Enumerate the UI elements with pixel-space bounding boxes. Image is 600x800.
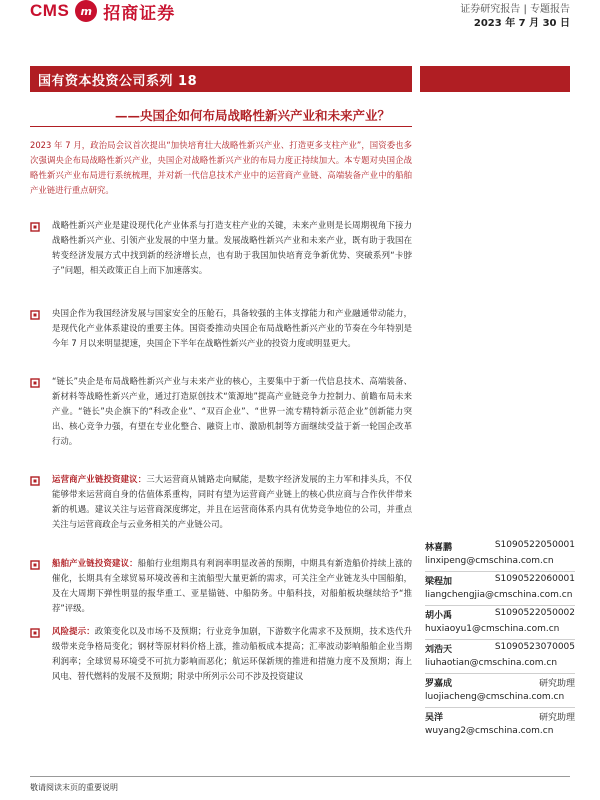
analyst-email[interactable]: liuhaotian@cmschina.com.cn bbox=[425, 658, 558, 668]
analyst-divider bbox=[425, 707, 575, 708]
key-point-text bbox=[52, 556, 412, 616]
red-square-bullet-icon bbox=[30, 378, 40, 388]
analyst-email[interactable]: wuyang2@cmschina.com.cn bbox=[425, 726, 554, 736]
report-type: 证券研究报告 | 专题报告 bbox=[460, 4, 570, 15]
analyst-divider bbox=[425, 673, 575, 674]
title-bar-accent bbox=[420, 66, 570, 92]
key-point-text: “链长”央企是布局战略性新兴产业与未来产业的核心，主要集中于新一代信息技术、高端装备、新材料等战略性新兴产业，通过打造原创技术“策源地”提高产业链竞争力控制力、前瞻布局未来产业。“链长”央企旗下的“科改企业”、“双百企业”、“世界一流专精特新示范企业”创新能力突出、核心竞争力强，有望在专业化整合、融资上市、激励机制等方面继续受益于新一轮国企改革行动。 bbox=[52, 376, 412, 446]
risk-body: 政策变化以及市场不及预期；行业竞争加剧，下游数字化需求不及预期，技术迭代升级带来竞争格局变化；钢材等原材料价格上涨，推动船板成本提高；汇率波动影响船舶企业当期利润率；全球贸易环境受不可抗力影响而恶化；航运环保新规的推进和措施力度不及预期；海上风电、替代燃料的发展不及预期；附录中所列示公司不涉及投资建议 bbox=[52, 626, 413, 681]
analyst-id: S1090522060001 bbox=[494, 574, 575, 584]
analyst-name: 吴洋 bbox=[425, 713, 444, 723]
analyst-id: 研究助理 bbox=[538, 679, 575, 689]
analyst-id: S1090522050002 bbox=[494, 608, 575, 618]
risk-heading: 风险提示： bbox=[52, 626, 95, 636]
analyst-name: 罗嘉成 bbox=[425, 679, 453, 689]
analyst-name: 梁程加 bbox=[425, 577, 453, 587]
footer-note: 敬请阅读末页的重要说明 bbox=[30, 783, 118, 792]
key-point-text: 央国企作为我国经济发展与国家安全的压舱石，具备较强的主体支撑能力和产业融通带动能力，是现代化产业体系建设的重要主体。国资委推动央国企布局战略性新兴产业的节奏在今年特别是今年 7 月以来明显提速，央国企下半年在战略性新兴产业的投资力度或明显更大。 bbox=[52, 308, 412, 348]
logo-company-name: 招商证券 bbox=[103, 3, 176, 24]
analyst-divider bbox=[425, 571, 575, 572]
analyst-divider bbox=[425, 605, 575, 606]
report-date: 2023 年 7 月 30 日 bbox=[473, 18, 570, 29]
logo-cms-text: CMS bbox=[30, 1, 70, 20]
analyst-name: 刘浩天 bbox=[425, 645, 453, 655]
key-point-heading: 运营商产业链投资建议： bbox=[52, 474, 147, 484]
summary-paragraph: 2023 年 7 月，政治局会议首次提出“加快培育壮大战略性新兴产业、打造更多支柱产业”，国资委也多次强调央企布局战略性新兴产业，央国企对战略性新兴产业的布局力度正持续加大。本专题对央国企战略性新兴产业布局进行系统梳理，并对新一代信息技术产业中的运营商产业链、高端装备产业中的船舶产业链进行重点研究。 bbox=[30, 140, 412, 195]
footer-divider bbox=[30, 776, 570, 777]
analyst-email[interactable]: luojiacheng@cmschina.com.cn bbox=[425, 692, 565, 702]
analyst-name: 林喜鹏 bbox=[425, 543, 453, 553]
analyst-email[interactable]: linxipeng@cmschina.com.cn bbox=[425, 556, 554, 566]
key-point-text bbox=[52, 624, 412, 684]
key-point-text bbox=[52, 472, 412, 532]
cms-logo bbox=[30, 0, 175, 22]
analyst-id: S1090523070005 bbox=[494, 642, 575, 652]
subtitle-divider bbox=[30, 126, 412, 127]
analyst-divider bbox=[425, 639, 575, 640]
analyst-email[interactable]: liangchengjia@cmschina.com.cn bbox=[425, 590, 573, 600]
red-square-bullet-icon bbox=[30, 560, 40, 570]
red-square-bullet-icon bbox=[30, 628, 40, 638]
analyst-id: S1090522050001 bbox=[494, 540, 575, 550]
report-title-bar bbox=[30, 66, 412, 92]
key-point-text: 战略性新兴产业是建设现代化产业体系与打造支柱产业的关键，未来产业则是长周期视角下接力战略性新兴产业、引领产业发展的中坚力量。发展战略性新兴产业和未来产业，既有助于我国在转变经济发展方式中找到新的经济增长点，也有助于我国加快培育竞争新优势、突破系列“卡脖子”问题，相关政策正自上而下加速落实。 bbox=[52, 220, 412, 275]
report-subtitle: ——央国企如何布局战略性新兴产业和未来产业？ bbox=[114, 108, 390, 123]
analyst-id: 研究助理 bbox=[538, 713, 575, 723]
analyst-name: 胡小禹 bbox=[425, 611, 453, 621]
analyst-email[interactable]: huxiaoyu1@cmschina.com.cn bbox=[425, 624, 560, 634]
key-point-heading: 船舶产业链投资建议： bbox=[52, 558, 138, 568]
report-title: 国有资本投资公司系列 18 bbox=[38, 73, 198, 89]
red-square-bullet-icon bbox=[30, 310, 40, 320]
key-point-body: 船舶行业组期具有利润率明显改善的预期，中期具有新造船价持续上涨的催化，长期具有全球贸易环境改善和主流船型大量更新的需求，可关注全产业链龙头中国船舶，及在大周期下弹性明显的报华重工、亚星锚链、中船防务。中船科技，对船舶板块继续给予“推荐”评级。 bbox=[52, 558, 413, 613]
red-square-bullet-icon bbox=[30, 222, 40, 232]
logo-mark-icon: m bbox=[75, 0, 97, 22]
red-square-bullet-icon bbox=[30, 476, 40, 486]
key-point-body: 三大运营商从铺路走向赋能，是数字经济发展的主力军和排头兵，不仅能够带来运营商自身的估值体系重构，同时有望为运营商产业链上的核心供应商与合作伙伴带来新的机遇。建议关注与运营商深度绑定，并且在运营商体系内具有优势竞争地位的公司，并重点关注与运营商政企与云业务相关的产业链公司。 bbox=[52, 474, 413, 529]
page-header bbox=[0, 0, 600, 40]
